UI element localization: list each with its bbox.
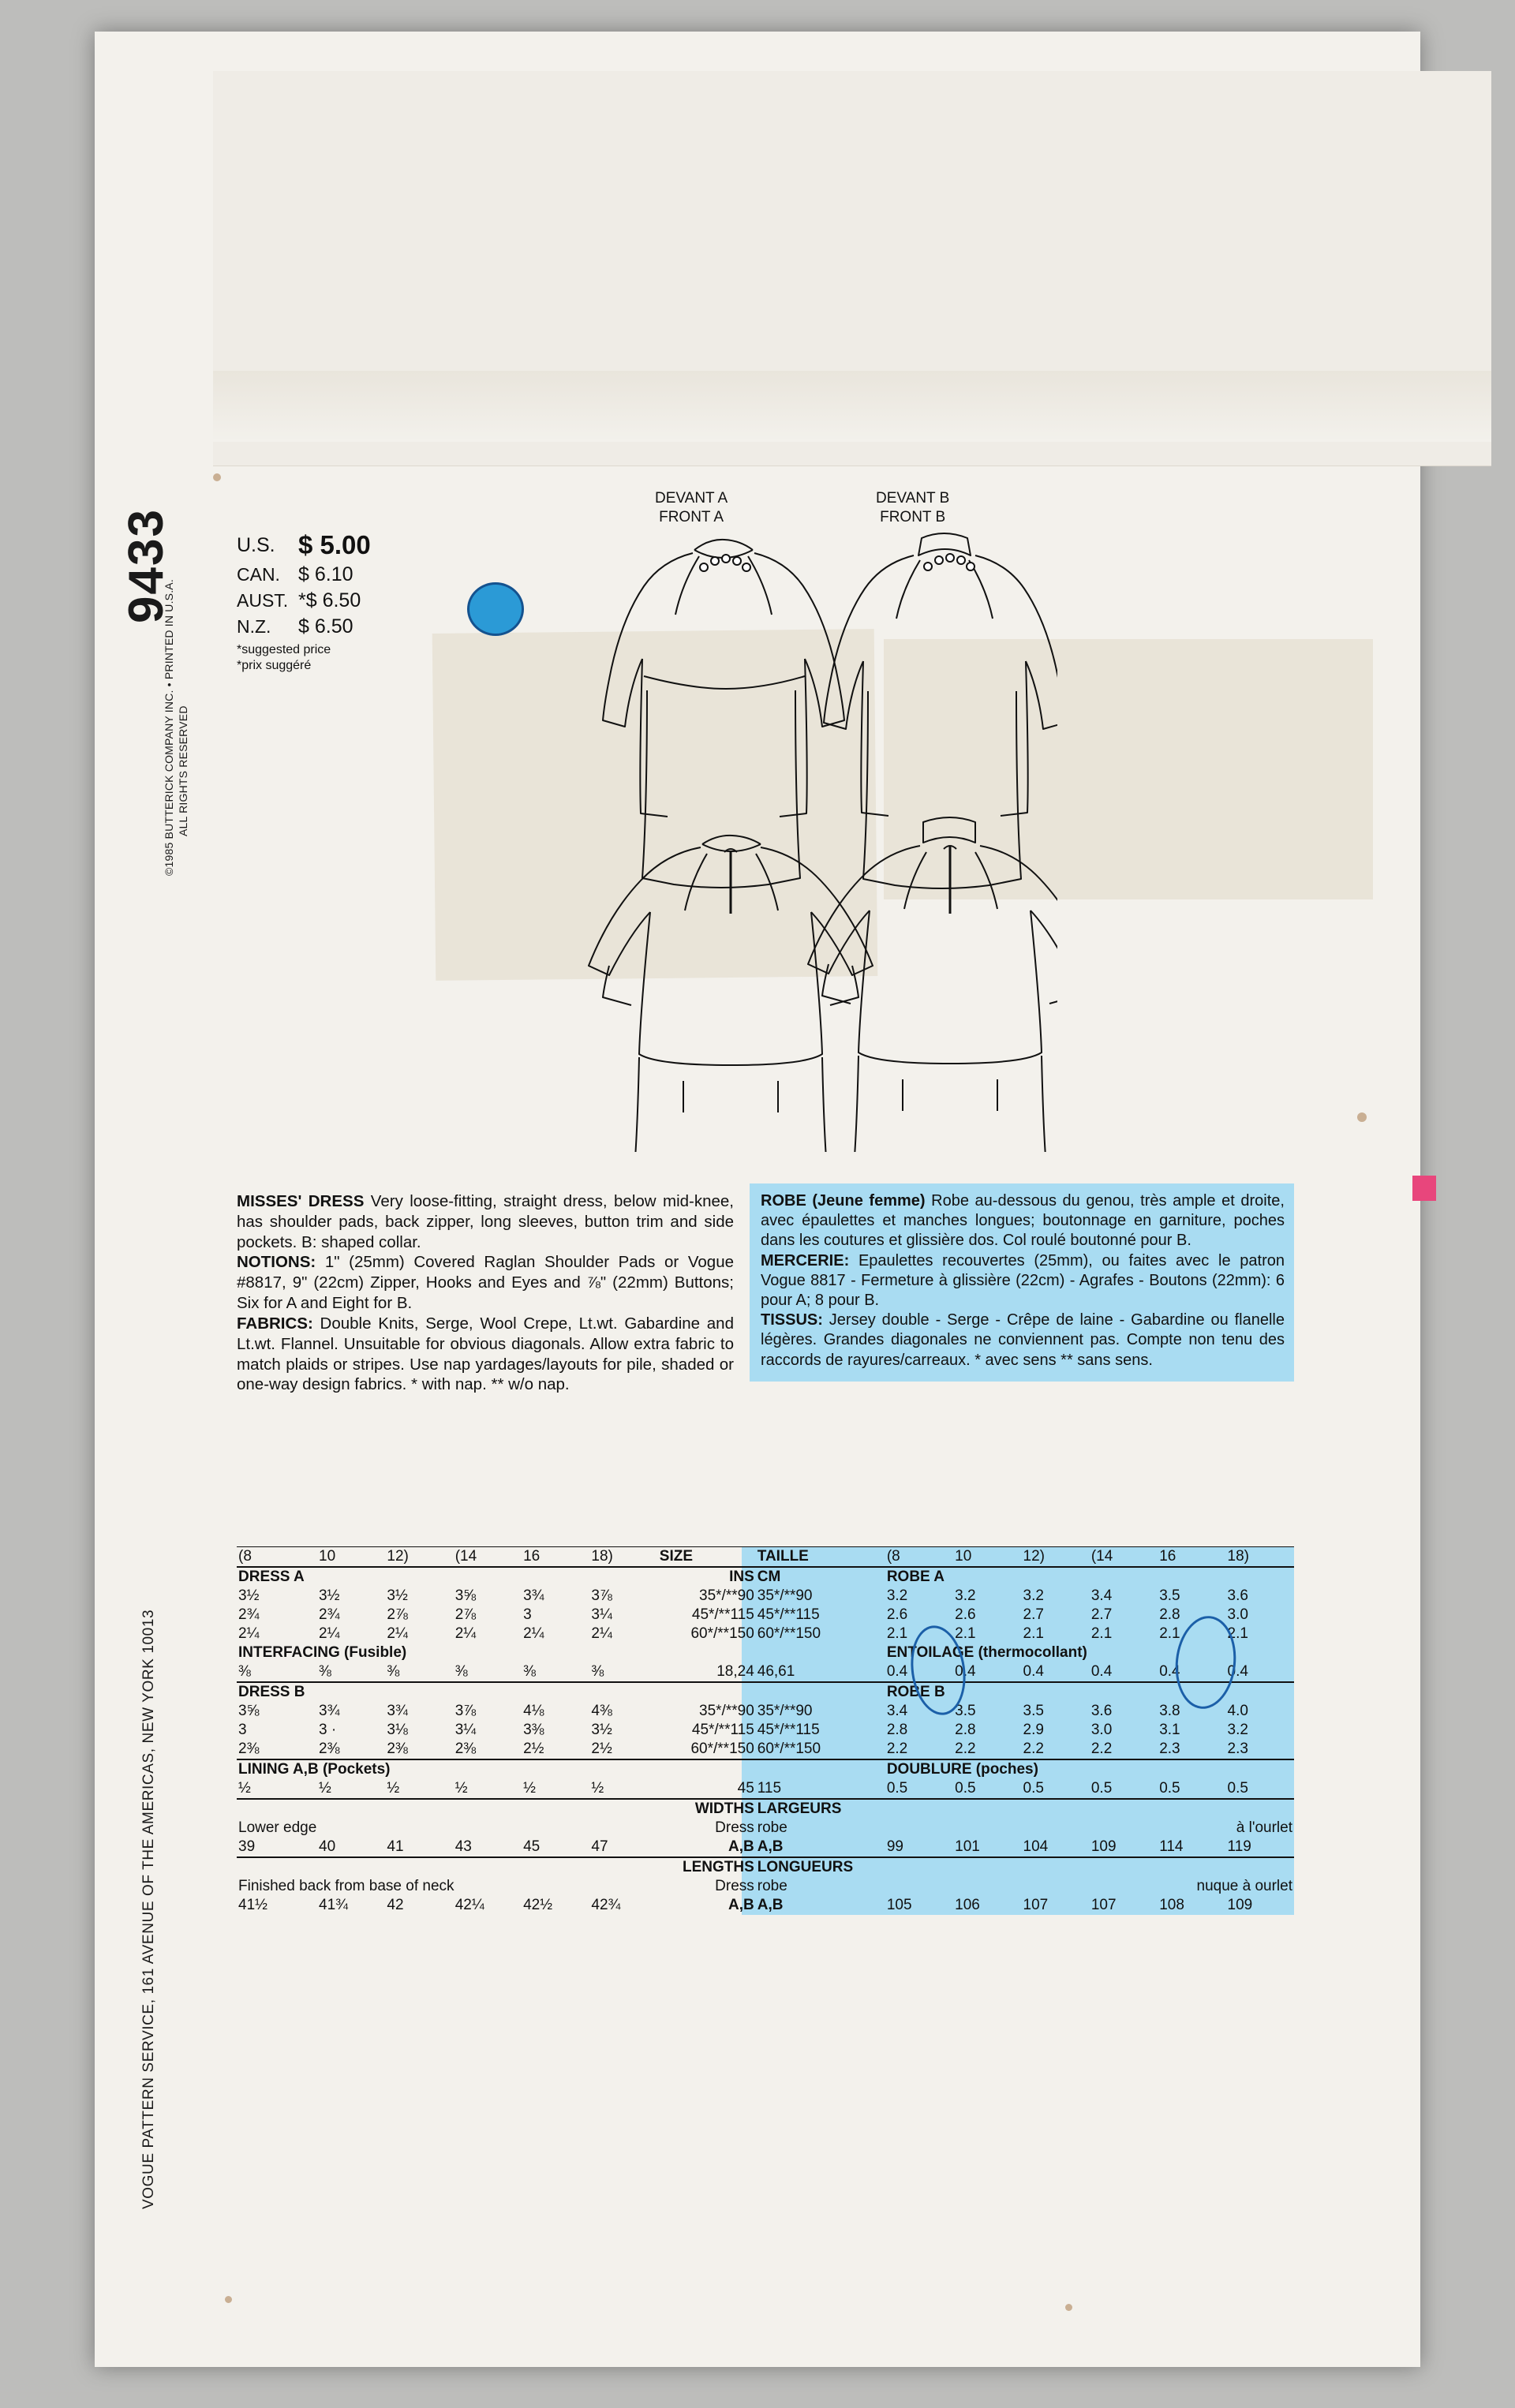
view-a-label	[655, 489, 728, 527]
blue-pen-dot	[467, 582, 524, 636]
section-name-interfacing: INTERFACING (Fusible)	[238, 1644, 407, 1661]
length-cell: 42¾	[591, 1897, 621, 1913]
width-cell-cm: 99	[886, 1838, 903, 1855]
metrage-cell: 3.5	[1159, 1587, 1180, 1604]
metrage-cell: 2.9	[1023, 1722, 1044, 1738]
metrage-cell: 2.2	[955, 1741, 976, 1757]
chart-section-header	[237, 1857, 1294, 1877]
metrage-cell: 0.4	[955, 1663, 976, 1680]
yardage-cell: ⅜	[454, 1663, 468, 1680]
length-cell: 42¼	[454, 1897, 484, 1913]
yardage-cell: ⅜	[238, 1663, 251, 1680]
yardage-cell: 3¾	[319, 1703, 340, 1719]
length-cell: 41¾	[319, 1897, 349, 1913]
metrage-cell: 3.5	[1023, 1703, 1044, 1719]
price-row	[237, 588, 371, 614]
metrage-cell: 0.5	[955, 1780, 976, 1797]
lengths-label-fr: LONGUEURS	[757, 1859, 854, 1875]
rust-spot	[225, 2296, 232, 2303]
chart-size-header	[237, 1547, 1294, 1568]
view-b-label-en: FRONT B	[880, 508, 946, 525]
section-name-dress-a: DRESS A	[238, 1569, 305, 1585]
pink-sticker	[1412, 1176, 1436, 1201]
lengths-views-en: A,B	[728, 1897, 754, 1913]
lengths-row-label-en: Finished back from base of neck	[238, 1878, 454, 1894]
metrage-cell: 2.6	[955, 1606, 976, 1623]
metrage-cell: 0.5	[1090, 1780, 1113, 1797]
metrage-cell: 2.1	[955, 1625, 976, 1642]
length-cell: 41½	[238, 1897, 267, 1913]
length-cell-cm: 107	[1090, 1897, 1117, 1913]
price-amount: $ 6.10	[298, 563, 354, 585]
rust-spot	[1357, 1112, 1367, 1122]
price-note	[237, 642, 371, 674]
size-left-2: 12)	[387, 1548, 409, 1565]
mercerie-label: MERCERIE:	[761, 1251, 850, 1269]
metrage-cell: 2.8	[886, 1722, 908, 1738]
metrage-cell: 2.1	[1090, 1625, 1113, 1642]
yardage-cell: 2¼	[387, 1625, 408, 1642]
view-a-label-en: FRONT A	[659, 508, 724, 525]
view-a-label-fr: DEVANT A	[655, 490, 728, 507]
metrage-cell: 0.4	[886, 1663, 908, 1680]
table-row	[237, 1838, 1294, 1857]
table-row	[237, 1587, 1294, 1606]
yardage-cell: 4⅛	[523, 1703, 544, 1719]
yardage-cell: ⅜	[387, 1663, 400, 1680]
lengths-dress-en: Dress	[715, 1878, 754, 1894]
size-label: SIZE	[659, 1548, 693, 1565]
yardage-cell: 2⅜	[238, 1741, 260, 1757]
size-right-2: 12)	[1023, 1548, 1045, 1565]
yardage-cell: 3¾	[523, 1587, 544, 1604]
fabric-width-in: 60*/**150	[690, 1741, 754, 1757]
technical-drawing-svg	[584, 489, 1057, 1152]
description-english	[237, 1191, 734, 1395]
widths-views-en: A,B	[728, 1838, 754, 1855]
metrage-cell: 0.4	[1090, 1663, 1113, 1680]
yardage-cell: ½	[238, 1780, 251, 1797]
tissus-label: TISSUS:	[761, 1311, 823, 1329]
size-right-3: (14	[1090, 1548, 1113, 1565]
width-cell: 47	[591, 1838, 608, 1855]
metrage-cell: 3.8	[1159, 1703, 1180, 1719]
yardage-cell: 2⅞	[454, 1606, 477, 1623]
yardage-cell: 2¼	[591, 1625, 612, 1642]
yardage-chart	[237, 1546, 1294, 1915]
fabric-width-cm: 60*/**150	[757, 1741, 821, 1757]
price-note-en: *suggested price	[237, 643, 331, 656]
ins-label: INS	[729, 1569, 754, 1585]
metrage-cell: 2.2	[886, 1741, 908, 1757]
cm-label: CM	[757, 1569, 781, 1585]
table-row	[237, 1702, 1294, 1721]
fabric-width-in: 45*/**115	[691, 1606, 754, 1623]
table-row	[237, 1662, 1294, 1682]
section-name-entoilage: ENTOILAGE (thermocollant)	[886, 1644, 1087, 1661]
pattern-number: 9433	[119, 508, 174, 623]
widths-label-en: WIDTHS	[694, 1800, 754, 1817]
yardage-cell: 4⅜	[591, 1703, 612, 1719]
lengths-trailing-fr: nuque à ourlet	[1196, 1878, 1292, 1894]
yardage-cell: 2⅞	[387, 1606, 408, 1623]
table-row	[237, 1779, 1294, 1799]
yardage-cell: 2⅜	[319, 1741, 340, 1757]
metrage-cell: 3.1	[1159, 1722, 1180, 1738]
chart-table	[237, 1546, 1294, 1915]
yardage-cell: ½	[387, 1780, 400, 1797]
metrage-cell: 3.2	[1023, 1587, 1044, 1604]
yardage-cell: 3 ·	[319, 1722, 337, 1738]
metrage-cell: 2.7	[1090, 1606, 1113, 1623]
yardage-cell: 3¼	[591, 1606, 612, 1623]
metrage-cell: 3.2	[1227, 1722, 1248, 1738]
price-row	[237, 614, 371, 640]
size-left-1: 10	[319, 1548, 336, 1565]
yardage-cell: 3⅜	[523, 1722, 544, 1738]
size-right-0: (8	[886, 1548, 900, 1565]
yardage-cell: ½	[319, 1780, 331, 1797]
metrage-cell: 2.1	[1023, 1625, 1044, 1642]
fabric-width-cm: 60*/**150	[757, 1625, 821, 1642]
metrage-cell: 3.0	[1090, 1722, 1113, 1738]
size-left-4: 16	[523, 1548, 541, 1565]
metrage-cell: 3.4	[1090, 1587, 1113, 1604]
description-body-en: Very loose-fitting, straight dress, below mid-knee, has shoulder pads, back zipper, long sleeves, button trim and side pockets. B: shaped collar.	[237, 1192, 735, 1251]
yardage-cell: 3½	[238, 1587, 260, 1604]
metrage-cell: 2.8	[1159, 1606, 1180, 1623]
length-cell-cm: 107	[1023, 1897, 1049, 1913]
length-cell-cm: 109	[1227, 1897, 1253, 1913]
section-name-robe-b: ROBE B	[886, 1684, 945, 1700]
description-body-fr: Robe au-dessous du genou, très ample et droite, avec épaulettes et manches longues; boutonnage en garniture, poches dans les coutures et glissière dos. Col roulé boutonné pour B.	[761, 1192, 1285, 1250]
yardage-cell: 3⅞	[454, 1703, 477, 1719]
size-right-5: 18)	[1227, 1548, 1250, 1565]
price-currency: AUST.	[237, 590, 289, 611]
metrage-cell: 3.2	[886, 1587, 908, 1604]
yardage-cell: 3¾	[387, 1703, 408, 1719]
fabric-width-cm: 45*/**115	[757, 1606, 820, 1623]
length-cell: 42	[387, 1897, 404, 1913]
chart-section-header	[237, 1567, 1294, 1587]
metrage-cell: 4.0	[1227, 1703, 1248, 1719]
price-amount: $ 5.00	[298, 530, 371, 559]
price-currency: N.Z.	[237, 616, 271, 637]
price-currency: U.S.	[237, 533, 275, 556]
width-cell: 39	[238, 1838, 256, 1855]
size-right-4: 16	[1159, 1548, 1176, 1565]
notions-text: 1" (25mm) Covered Raglan Shoulder Pads or Vogue #8817, 9" (22cm) Zipper, Hooks and Eyes and ⅞" (22mm) Buttons; Six for A and Eight for B.	[237, 1253, 734, 1313]
fabric-width-cm: 35*/**90	[757, 1587, 813, 1604]
length-cell-cm: 105	[886, 1897, 912, 1913]
price-amount: $ 6.50	[298, 615, 354, 638]
tissus-text: Jersey double - Serge - Crêpe de laine - Gabardine ou flanelle légères. Grandes diagonales ne conviennent pas. Compte non tenu des raccords de rayures/carreaux. * avec sens ** sans sens.	[761, 1311, 1285, 1369]
size-left-3: (14	[454, 1548, 477, 1565]
yardage-cell: 3½	[387, 1587, 408, 1604]
rust-spot	[213, 473, 221, 481]
publisher-address: VOGUE PATTERN SERVICE, 161 AVENUE OF THE AMERICAS, NEW YORK 10013	[140, 1609, 157, 2209]
section-name-robe-a: ROBE A	[886, 1569, 945, 1585]
price-currency: CAN.	[237, 564, 280, 585]
rights-line: ALL RIGHTS RESERVED	[177, 705, 189, 836]
metrage-cell: 3.4	[886, 1703, 908, 1719]
yardage-cell: ⅜	[591, 1663, 604, 1680]
chart-section-header	[237, 1682, 1294, 1702]
lengths-row-label-fr: robe	[757, 1878, 787, 1894]
width-cell-cm: 104	[1023, 1838, 1049, 1855]
fabrics-text: Double Knits, Serge, Wool Crepe, Lt.wt. Gabardine and Lt.wt. Flannel. Unsuitable for obvious diagonals. Allow extra fabric to match plaids or stripes. Use nap yardages/layouts for pile, shaded or one-way design fabrics. * with nap. ** w/o nap.	[237, 1314, 734, 1394]
fabric-width-in: 45*/**115	[691, 1722, 754, 1738]
width-cell-cm: 101	[955, 1838, 980, 1855]
section-name-doublure: DOUBLURE (poches)	[886, 1761, 1038, 1778]
chart-section-header	[237, 1643, 1294, 1662]
table-row	[237, 1625, 1294, 1643]
metrage-cell: 0.5	[886, 1780, 908, 1797]
section-name-dress-b: DRESS B	[238, 1684, 305, 1700]
metrage-cell: 2.3	[1227, 1741, 1248, 1757]
length-cell: 42½	[523, 1897, 553, 1913]
fabrics-label: FABRICS:	[237, 1314, 313, 1333]
metrage-cell: 3.2	[955, 1587, 976, 1604]
fabric-width-in: 60*/**150	[690, 1625, 754, 1642]
widths-row-label-en: Lower edge	[238, 1819, 317, 1836]
yardage-cell: 3	[523, 1606, 532, 1623]
metrage-cell: 2.1	[886, 1625, 908, 1642]
yardage-cell: ½	[591, 1780, 604, 1797]
width-cell-cm: 109	[1090, 1838, 1117, 1855]
price-note-fr: *prix suggéré	[237, 659, 312, 672]
width-cell-cm: 114	[1159, 1838, 1184, 1855]
yardage-cell: ½	[523, 1780, 536, 1797]
garment-illustrations	[584, 489, 1057, 1152]
metrage-cell: 3.0	[1227, 1606, 1248, 1623]
widths-row-label-fr: robe	[757, 1819, 787, 1836]
width-cell: 45	[523, 1838, 541, 1855]
yardage-cell: 2½	[591, 1741, 612, 1757]
yardage-cell: 2¼	[238, 1625, 260, 1642]
yardage-cell: 3½	[591, 1722, 612, 1738]
metrage-cell: 3.6	[1090, 1703, 1113, 1719]
yardage-cell: ⅜	[319, 1663, 331, 1680]
length-cell-cm: 108	[1159, 1897, 1184, 1913]
widths-dress-en: Dress	[715, 1819, 754, 1836]
yardage-cell: 2¼	[523, 1625, 544, 1642]
metrage-cell: 2.3	[1159, 1741, 1180, 1757]
taille-label: TAILLE	[757, 1548, 809, 1565]
copyright-line: ©1985 BUTTERICK COMPANY INC. • PRINTED IN U.S.A.	[163, 579, 175, 876]
metrage-cell: 0.5	[1023, 1780, 1044, 1797]
length-cell-cm: 106	[955, 1897, 980, 1913]
price-amount: *$ 6.50	[298, 589, 361, 611]
view-b-label-fr: DEVANT B	[876, 490, 950, 507]
metrage-cell: 0.5	[1227, 1780, 1248, 1797]
widths-views-fr: A,B	[757, 1838, 784, 1855]
table-row	[237, 1819, 1294, 1838]
section-name-lining: LINING A,B (Pockets)	[238, 1761, 391, 1778]
fabric-width-cm: 46,61	[757, 1663, 795, 1680]
yardage-cell: 3⅞	[591, 1587, 612, 1604]
metrage-cell: 0.5	[1159, 1780, 1180, 1797]
metrage-cell: 2.7	[1023, 1606, 1044, 1623]
yardage-cell: 3	[238, 1722, 247, 1738]
metrage-cell: 3.6	[1227, 1587, 1248, 1604]
price-table	[237, 529, 371, 640]
table-row	[237, 1877, 1294, 1896]
width-cell: 40	[319, 1838, 336, 1855]
table-row	[237, 1606, 1294, 1625]
yardage-cell: 2¾	[238, 1606, 260, 1623]
yardage-cell: 3½	[319, 1587, 340, 1604]
yardage-cell: 2¼	[319, 1625, 340, 1642]
metrage-cell: 2.8	[955, 1722, 976, 1738]
envelope-flap-shadow	[213, 371, 1491, 442]
view-b-label	[876, 489, 949, 527]
lengths-views-fr: A,B	[757, 1897, 784, 1913]
metrage-cell: 2.1	[1227, 1625, 1248, 1642]
price-row	[237, 529, 371, 562]
chart-section-header	[237, 1759, 1294, 1779]
yardage-cell: ½	[454, 1780, 468, 1797]
metrage-cell: 2.2	[1090, 1741, 1113, 1757]
fabric-width-in: 18,24	[716, 1663, 754, 1680]
description-title-fr: ROBE (Jeune femme)	[761, 1192, 926, 1210]
description-title-en: MISSES' DRESS	[237, 1192, 365, 1210]
lengths-label-en: LENGTHS	[682, 1859, 754, 1875]
metrage-cell: 0.4	[1227, 1663, 1248, 1680]
price-block	[237, 529, 371, 674]
metrage-cell: 0.4	[1159, 1663, 1180, 1680]
rust-spot	[1065, 2304, 1072, 2311]
yardage-cell: 2½	[523, 1741, 544, 1757]
yardage-cell: ⅜	[523, 1663, 536, 1680]
fabric-width-in: 35*/**90	[699, 1703, 754, 1719]
width-cell: 43	[454, 1838, 472, 1855]
metrage-cell: 0.4	[1023, 1663, 1044, 1680]
widths-trailing-fr: à l'ourlet	[1236, 1819, 1292, 1836]
metrage-cell: 2.6	[886, 1606, 908, 1623]
size-left-5: 18)	[591, 1548, 613, 1565]
metrage-cell: 2.1	[1159, 1625, 1180, 1642]
yardage-cell: 3⅛	[387, 1722, 408, 1738]
price-row	[237, 562, 371, 588]
yardage-cell: 2¼	[454, 1625, 477, 1642]
fabric-width-cm: 115	[757, 1780, 782, 1797]
table-row	[237, 1721, 1294, 1740]
yardage-cell: 2⅜	[387, 1741, 408, 1757]
widths-label-fr: LARGEURS	[757, 1800, 842, 1817]
table-row	[237, 1740, 1294, 1759]
yardage-cell: 2⅜	[454, 1741, 477, 1757]
size-right-1: 10	[955, 1548, 972, 1565]
metrage-cell: 2.2	[1023, 1741, 1044, 1757]
metrage-cell: 3.5	[955, 1703, 976, 1719]
description-french	[750, 1183, 1294, 1382]
fabric-width-cm: 45*/**115	[757, 1722, 820, 1738]
chart-section-header	[237, 1799, 1294, 1819]
fabric-width-in: 35*/**90	[699, 1587, 754, 1604]
size-left-0: (8	[238, 1548, 252, 1565]
fabric-width-in: 45	[737, 1780, 754, 1797]
fabric-width-cm: 35*/**90	[757, 1703, 813, 1719]
yardage-cell: 3⅝	[238, 1703, 260, 1719]
yardage-cell: 3¼	[454, 1722, 477, 1738]
table-row	[237, 1896, 1294, 1915]
notions-label: NOTIONS:	[237, 1253, 316, 1272]
yardage-cell: 3⅝	[454, 1587, 477, 1604]
width-cell-cm: 119	[1227, 1838, 1251, 1855]
yardage-cell: 2¾	[319, 1606, 340, 1623]
width-cell: 41	[387, 1838, 404, 1855]
mercerie-text: Epaulettes recouvertes (25mm), ou faites avec le patron Vogue 8817 - Fermeture à glissière (22cm) - Agrafes - Boutons (22mm): 6 pour A; 8 pour B.	[761, 1251, 1285, 1309]
